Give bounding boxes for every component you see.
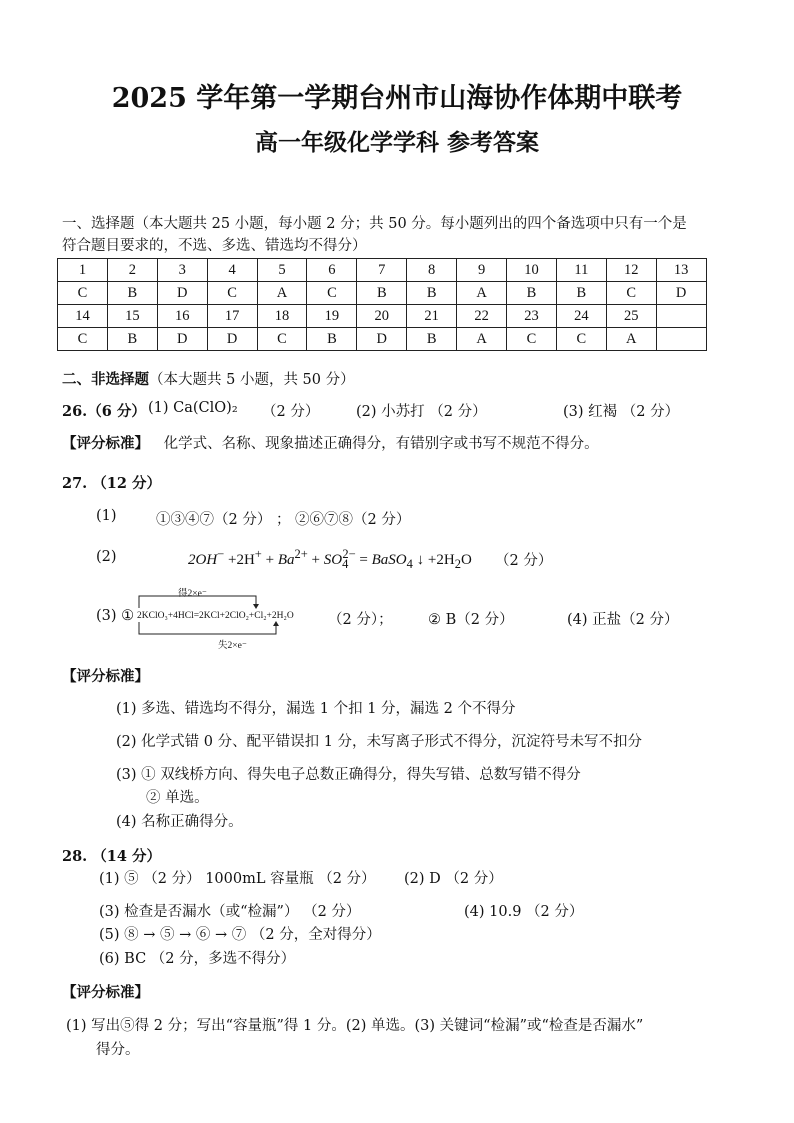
answer-row-answers-1 [58,282,707,305]
answer-cell: C [207,282,257,305]
answer-cell [656,305,706,328]
q27-p3-points: （2 分）； [328,612,393,628]
q26-number [62,400,146,421]
answer-cell: 14 [58,305,108,328]
q28-criteria-label: 【评分标准】 [62,984,149,1001]
answer-cell: D [656,282,706,305]
page-title: 2025 学年第一学期台州市山海协作体期中联考 [111,83,683,114]
answer-cell: B [407,282,457,305]
page-subtitle: 高一年级化学学科 参考答案 [254,129,539,156]
q27-p3-b: ② B（2 分） [428,612,514,628]
answer-cell: 6 [307,259,357,282]
answer-cell: 3 [157,259,207,282]
q27-p3-label: (3) ① [96,608,135,624]
q27-p1-answer: ①③④⑦（2 分） ； ②⑥⑦⑧（2 分） [156,512,411,528]
answer-cell: A [457,328,507,351]
loss-arrow-line [139,622,276,634]
q28-line4: (6) BC （2 分，多选不得分） [99,951,296,967]
answer-cell: B [107,328,157,351]
q28-line2-a: (3) 检查是否漏水（或“检漏”） （2 分） [99,904,361,920]
answer-cell: B [407,328,457,351]
answer-cell: 16 [157,305,207,328]
q27-p4: (4) 正盐（2 分） [567,612,679,628]
q26-criteria [62,432,599,453]
answer-row-numbers-2 [58,305,707,328]
q28-line2-b: (4) 10.9 （2 分） [464,904,584,920]
answer-cell: 23 [507,305,557,328]
q27-p2-label: (2) [96,549,117,565]
answer-cell: 4 [207,259,257,282]
answer-cell: B [107,282,157,305]
q27-criteria-3a: (3) ① 双线桥方向、得失电子总数正确得分，得失写错、总数写错不得分 [116,767,581,783]
answer-cell: 10 [507,259,557,282]
answer-row-numbers-1 [58,259,707,282]
answer-cell: C [257,328,307,351]
q26-number-text: 26.（6 分） [62,403,146,420]
answer-cell: 15 [107,305,157,328]
q27-criteria-2: (2) 化学式错 0 分、配平错误扣 1 分，未写离子形式不得分，沉淀符号未写不扣分 [116,734,643,750]
q28-line3: (5) ⑧ → ⑤ → ⑥ → ⑦ （2 分，全对得分） [99,927,381,943]
q28-number: 28. （14 分） [62,848,162,865]
q27-criteria-4: (4) 名称正确得分。 [116,814,243,830]
answer-cell: C [307,282,357,305]
q26-answer-2: (2) 小苏打 （2 分） [356,404,487,420]
answer-cell: D [157,328,207,351]
answer-cell: 25 [606,305,656,328]
answer-cell: 11 [556,259,606,282]
q28-criteria-1: (1) 写出⑤得 2 分；写出“容量瓶”得 1 分。(2) 单选。(3) 关键词“检漏”或“检查是否漏水” [66,1018,644,1034]
answer-cell: 17 [207,305,257,328]
answer-cell: A [606,328,656,351]
electron-gain-label: 得2×e⁻ [178,589,207,599]
q28-line1-b: (2) D （2 分） [404,871,503,887]
answer-cell: B [556,282,606,305]
answer-cell [656,328,706,351]
q26-criteria-text: 化学式、名称、现象描述正确得分，有错别字或书写不规范不得分。 [163,436,599,452]
answer-cell: C [606,282,656,305]
answer-cell: C [58,282,108,305]
section1-intro-line1: 一、选择题（本大题共 25 小题，每小题 2 分；共 50 分。每小题列出的四个备选项中只有一个是 [62,216,687,232]
answer-cell: A [457,282,507,305]
q27-criteria-3b: ② 单选。 [146,790,209,806]
section2-heading-note: （本大题共 5 小题，共 50 分） [149,372,355,388]
answer-cell: 24 [556,305,606,328]
electron-loss-label: 失2×e⁻ [218,641,247,651]
answer-cell: D [357,328,407,351]
answer-table [57,258,707,351]
answer-cell: 7 [357,259,407,282]
answer-cell: A [257,282,307,305]
answer-cell: B [307,328,357,351]
answer-cell: B [357,282,407,305]
answer-cell: 5 [257,259,307,282]
answer-cell: B [507,282,557,305]
section1-intro-line2: 符合题目要求的，不选、多选、错选均不得分） [62,238,367,254]
answer-cell: 12 [606,259,656,282]
q27-ionic-equation: $2OH^- +2H^+ + Ba^{2+} + SO_4^{2-}$ = BaSO$_4$ ↓ $+2H_2O$ [188,547,472,571]
section2-heading [62,368,355,389]
gain-arrow-line [139,596,256,608]
answer-cell: D [207,328,257,351]
answer-cell: C [58,328,108,351]
q26-criteria-label: 【评分标准】 [62,435,149,452]
q27-number: 27. （12 分） [62,475,162,492]
answer-row-answers-2 [58,328,707,351]
gain-arrow-head [253,604,259,609]
answer-cell: D [157,282,207,305]
q26-answer-1: (1) Ca(ClO)₂ [148,400,238,416]
loss-arrow-head [273,621,279,626]
q27-criteria-label: 【评分标准】 [62,668,149,685]
answer-cell: C [507,328,557,351]
redox-equation: 2KClO₃+4HCl=2KCl+2ClO₂+Cl₂+2H₂O [137,611,294,621]
answer-cell: 19 [307,305,357,328]
section2-heading-label: 二、非选择题 [62,371,149,388]
q26-answer-1-points: （2 分） [262,404,320,420]
answer-cell: 18 [257,305,307,328]
answer-cell: 21 [407,305,457,328]
answer-cell: 2 [107,259,157,282]
q27-p1-label: (1) [96,508,117,524]
q28-criteria-2: 得分。 [96,1042,140,1058]
answer-cell: 22 [457,305,507,328]
answer-cell: 13 [656,259,706,282]
q27-criteria-1: (1) 多选、错选均不得分，漏选 1 个扣 1 分，漏选 2 个不得分 [116,701,516,717]
answer-cell: 9 [457,259,507,282]
answer-cell: 1 [58,259,108,282]
answer-cell: 8 [407,259,457,282]
q27-p2-points: （2 分） [495,553,553,569]
answer-cell: C [556,328,606,351]
answer-cell: 20 [357,305,407,328]
q26-answer-3: (3) 红褐 （2 分） [563,404,680,420]
q28-line1-a: (1) ⑤ （2 分） 1000mL 容量瓶 （2 分） [99,871,376,887]
